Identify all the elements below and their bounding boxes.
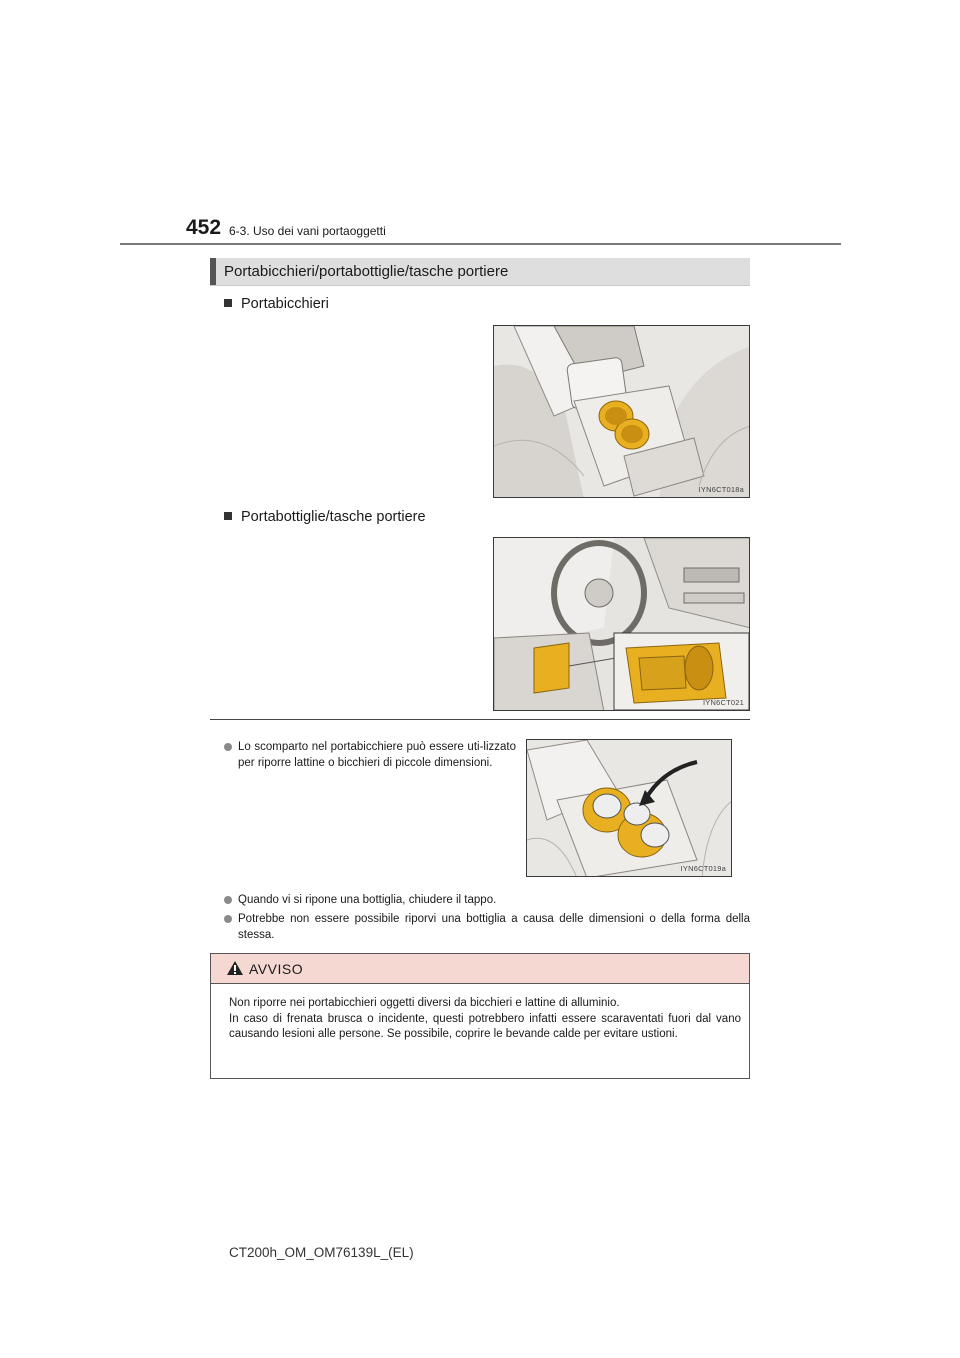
cup-holder-illustration xyxy=(494,326,750,498)
figure-cup-holders xyxy=(493,325,750,498)
page-number: 452 xyxy=(186,216,222,239)
door-pocket-illustration xyxy=(494,538,750,711)
warning-header xyxy=(211,954,749,984)
section-heading-text: Portabicchieri/portabottiglie/tasche portiere xyxy=(224,263,509,280)
note-text: Lo scomparto nel portabicchiere può essere uti-lizzato per riporre lattine o bicchieri di piccole dimensioni. xyxy=(238,741,516,769)
figure-code: IYN6CT019a xyxy=(680,864,726,873)
cans-illustration xyxy=(527,740,732,877)
separator-rule xyxy=(210,719,750,720)
note-item xyxy=(224,893,750,909)
figure-code: IYN6CT018a xyxy=(698,485,744,494)
warning-box xyxy=(210,953,750,1079)
square-bullet-icon xyxy=(224,299,232,307)
bullet-dot-icon xyxy=(224,896,232,904)
figure-code: IYN6CT021 xyxy=(703,698,744,707)
warning-line: In caso di frenata brusca o incidente, questi potrebbero infatti essere scaraventati fuori dal vano causando lesioni alle persone. Se possibile, coprire le bevande calde per evitare ustioni. xyxy=(229,1012,741,1040)
warning-triangle-icon xyxy=(226,960,244,976)
heading-bar xyxy=(210,258,216,285)
section-heading xyxy=(210,258,750,286)
footer-code: CT200h_OM_OM76139L_(EL) xyxy=(229,1245,414,1260)
figure-door-pocket xyxy=(493,537,750,711)
note-item xyxy=(224,740,516,771)
note-text: Quando vi si ripone una bottiglia, chiudere il tappo. xyxy=(238,894,497,906)
note-item xyxy=(224,912,750,943)
warning-text xyxy=(229,996,741,1043)
subsection-title: Portabottiglie/tasche portiere xyxy=(241,509,426,525)
subsection-title: Portabicchieri xyxy=(241,296,329,312)
running-head: 6-3. Uso dei vani portaoggetti xyxy=(229,224,386,238)
subsection-heading-bottle-holders xyxy=(224,509,426,525)
warning-title: AVVISO xyxy=(249,961,304,977)
note-text: Potrebbe non essere possibile riporvi una bottiglia a causa delle dimensioni o della forma della stessa. xyxy=(238,913,750,941)
square-bullet-icon xyxy=(224,512,232,520)
subsection-heading-cup-holders xyxy=(224,296,329,312)
figure-cup-holder-cans xyxy=(526,739,732,877)
bullet-dot-icon xyxy=(224,743,232,751)
warning-line: Non riporre nei portabicchieri oggetti diversi da bicchieri e lattine di alluminio. xyxy=(229,997,620,1009)
bullet-dot-icon xyxy=(224,915,232,923)
header-rule xyxy=(120,243,841,245)
